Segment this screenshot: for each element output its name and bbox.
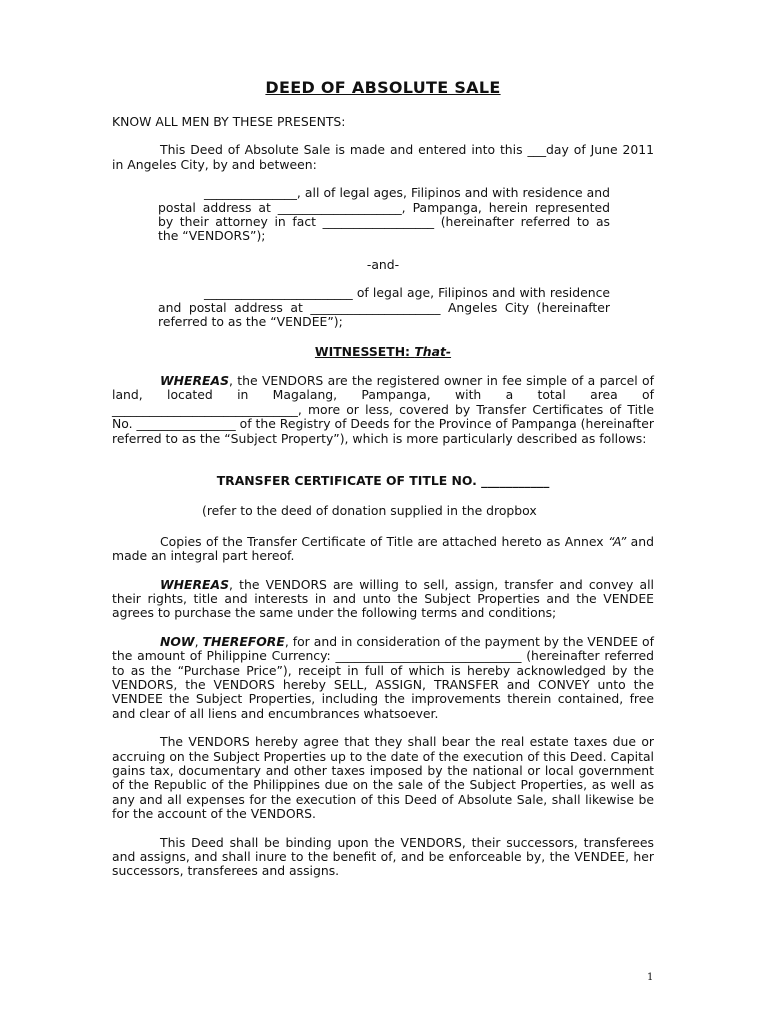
annex-text-after: and made an integral part hereof. bbox=[112, 533, 654, 564]
witnesseth-heading bbox=[112, 345, 654, 359]
binding-paragraph: This Deed shall be binding upon the VENDORS, their successors, transferees and assigns, and shall inure to the benefit of, and be enforceable by, the VENDEE, her successors, transferees and assigns. bbox=[112, 834, 654, 879]
now-lead: NOW bbox=[160, 633, 195, 649]
vendee-party-paragraph: ________________________ of legal age, Filipinos and with residence and postal address at _____________________ Angeles City (hereinafter referred to as the “VENDEE”); bbox=[158, 285, 610, 330]
witnesseth-emphasis: That- bbox=[414, 344, 452, 360]
taxes-paragraph: The VENDORS hereby agree that they shall bear the real estate taxes due or accruing on the Subject Properties up to the date of the execution of this Deed. Capital gains tax, documentary and other taxes imposed by the national or local government of the Republic of the Philippines due on the sale of the Subject Properties, as well as any and all expenses for the execution of this Deed of Absolute Sale, shall likewise be for the account of the VENDORS. bbox=[112, 734, 654, 822]
witnesseth-label: WITNESSETH: bbox=[314, 344, 411, 360]
and-separator: -and- bbox=[366, 256, 400, 272]
salutation: KNOW ALL MEN BY THESE PRESENTS: bbox=[112, 114, 346, 129]
whereas-lead: WHEREAS bbox=[160, 372, 230, 388]
now-comma: , bbox=[194, 633, 203, 649]
annex-paragraph bbox=[112, 535, 654, 564]
whereas-text-2: , the VENDORS are willing to sell, assign, transfer and convey all their rights, title and interests in and unto the Subject Properties and the VENDEE agrees to purchase the same under the following terms and conditions; bbox=[112, 576, 654, 621]
now-therefore-paragraph bbox=[112, 635, 654, 721]
whereas-lead-2: WHEREAS bbox=[160, 576, 230, 592]
tct-heading: TRANSFER CERTIFICATE OF TITLE NO. ___________ bbox=[216, 472, 550, 488]
whereas-paragraph-2 bbox=[112, 578, 654, 621]
annex-text-before: Copies of the Transfer Certificate of Title are attached hereto as Annex bbox=[160, 533, 609, 549]
annex-label: “A” bbox=[608, 533, 627, 549]
vendors-party-paragraph: _______________, all of legal ages, Filipinos and with residence and postal address at ____________________, Pampanga, herein represented by their attorney in fact __________________ (hereinafter referred to as the “VENDORS”); bbox=[158, 185, 610, 244]
document-title: DEED OF ABSOLUTE SALE bbox=[265, 78, 501, 97]
document-body bbox=[112, 78, 654, 879]
whereas-paragraph-1 bbox=[112, 374, 654, 446]
whereas-text: , the VENDORS are the registered owner in fee simple of a parcel of land, located in Magalang, Pampanga, with a total area of ______________________________, more or less, covered by Transfer Certificates of Title No. ________________ of the Registry of Deeds for the Province of Pampanga (hereinafter referred to as the “Subject Property”), which is more particularly described as follows: bbox=[112, 372, 654, 446]
now-therefore-text: , for and in consideration of the payment by the VENDEE of the amount of Philippine Currency: ______________________________ (hereinafter referred to as the “Purchase Price”), receipt in full of which is hereby acknowledged by the VENDORS, the VENDORS hereby SELL, ASSIGN, TRANSFER and CONVEY unto the VENDEE the Subject Properties, including the improvements therein contained, free and clear of all liens and encumbrances whatsoever. bbox=[112, 633, 654, 721]
intro-paragraph: This Deed of Absolute Sale is made and entered into this ___day of June 2011 in Angeles City, by and between: bbox=[112, 142, 654, 172]
therefore-lead: THEREFORE bbox=[202, 633, 285, 649]
page-number: 1 bbox=[647, 972, 654, 983]
refer-note: (refer to the deed of donation supplied in the dropbox bbox=[202, 503, 537, 519]
